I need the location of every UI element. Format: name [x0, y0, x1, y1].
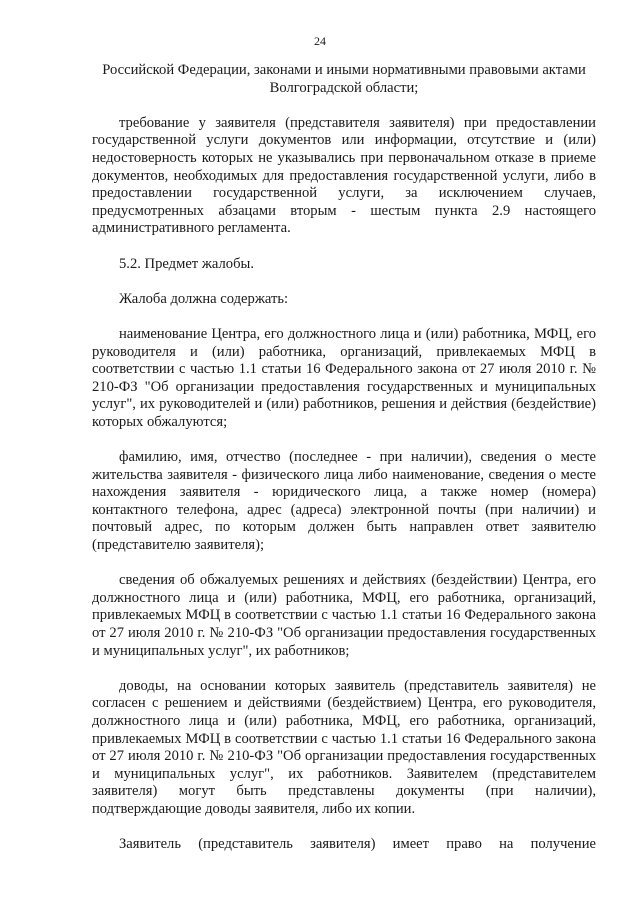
paragraph-continuation: Российской Федерации, законами и иными нормативными правовыми актами Волгоградской области; — [102, 62, 586, 96]
paragraph-requirement: требование у заявителя (представителя заявителя) при предоставлении государственной услуги документов или информации, отсутствие и (или) недостоверность которых не указывались при первоначальном отказе в приеме документов, необходимых для предоставления государственной услуги, либо в предоставлении государственной услуги, за исключением случаев, предусмотренных абзацами вторым - шестым пункта 2.9 настоящего административного регламента. — [92, 114, 596, 237]
page-number: 24 — [314, 34, 326, 48]
paragraph-item-applicant-details: фамилию, имя, отчество (последнее - при наличии), сведения о месте жительства заявителя - физического лица либо наименование, сведения о месте нахождения заявителя - юридического лица, а также номер (номера) контактного телефона, адрес (адреса) электронной почты (при наличии) и почтовый адрес, по которым должен быть направлен ответ заявителю (представителю заявителя); — [92, 449, 596, 554]
paragraph-applicant-right: Заявитель (представитель заявителя) имеет право на получение — [119, 836, 596, 853]
paragraph-item-arguments: доводы, на основании которых заявитель (представитель заявителя) не согласен с решением и действиями (бездействием) Центра, его руководителя, должностного лица и (или) работника, МФЦ, его работника, организаций, привлекаемых МФЦ в соответствии с частью 1.1 статьи 16 Федерального закона от 27 июля 2010 г. № 210-ФЗ "Об организации предоставления государственных и муниципальных услуг", их работников. Заявителем (представителем заявителя) могут быть представлены документы (при наличии), подтверждающие доводы заявителя, либо их копии. — [92, 677, 596, 817]
section-heading: 5.2. Предмет жалобы. — [119, 255, 254, 272]
paragraph-item-name: наименование Центра, его должностного лица и (или) работника, МФЦ, его руководителя и (или) работника, организаций, привлекаемых МФЦ в соответствии с частью 1.1 статьи 16 Федерального закона от 27 июля 2010 г. № 210-ФЗ "Об организации предоставления государственных и муниципальных услуг", их руководителей и (или) работников, решения и действия (бездействие) которых обжалуются; — [92, 325, 596, 430]
page-body — [92, 62, 596, 871]
paragraph-item-decisions: сведения об обжалуемых решениях и действиях (бездействии) Центра, его должностного лица и (или) работника, МФЦ, его работника, организаций, привлекаемых МФЦ в соответствии с частью 1.1 статьи 16 Федерального закона от 27 июля 2010 г. № 210-ФЗ "Об организации предоставления государственных и муниципальных услуг", их работников; — [92, 572, 596, 659]
paragraph-complaint-intro: Жалоба должна содержать: — [119, 290, 289, 307]
